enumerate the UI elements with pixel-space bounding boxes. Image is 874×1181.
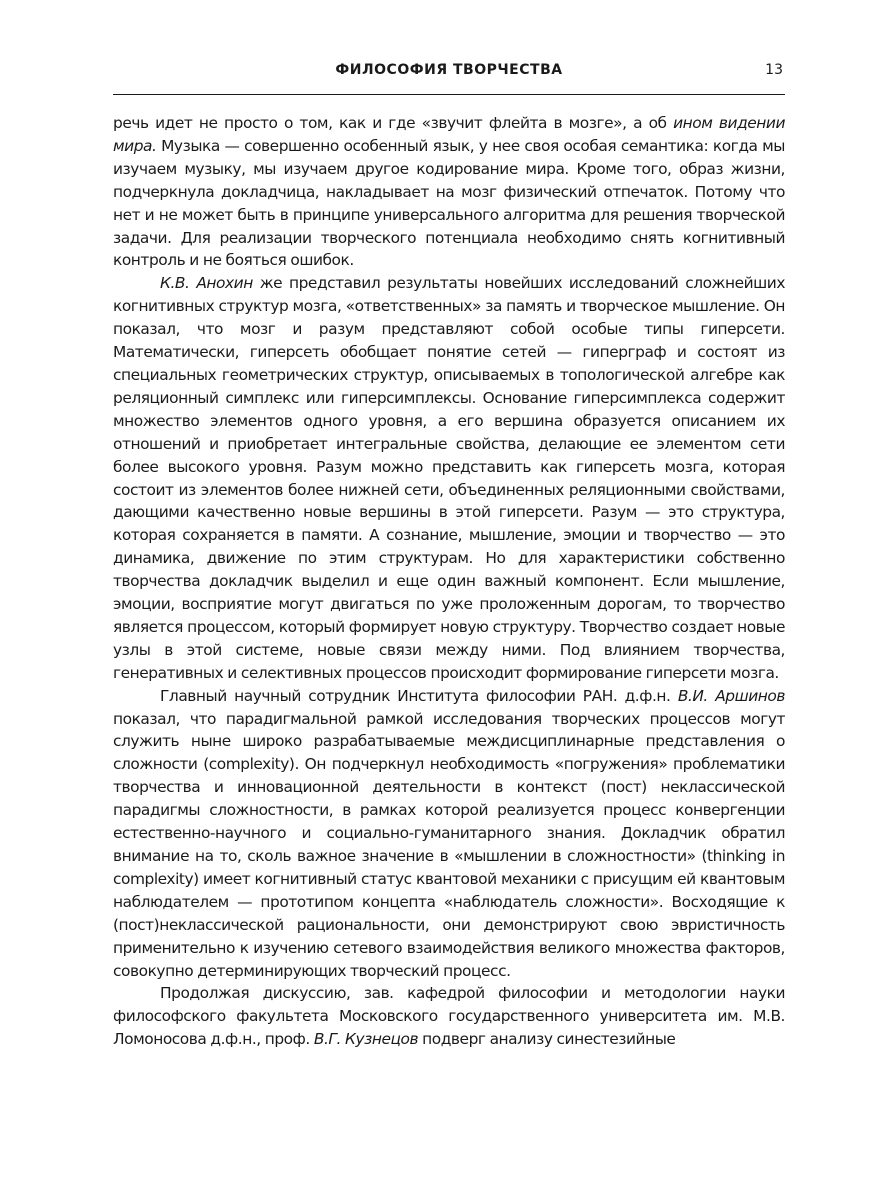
body-text xyxy=(113,112,785,1051)
italic-phrase: ином видении мира. xyxy=(113,114,785,155)
paragraph xyxy=(113,685,785,983)
paragraph xyxy=(113,112,785,272)
text-run: речь идет не просто о том, как и где «звучит флейта в мозге», а об xyxy=(113,114,674,132)
author-name: В.И. Аршинов xyxy=(677,686,785,705)
text-run: Главный научный сотрудник Института философии РАН. д.ф.н. xyxy=(160,686,678,705)
header-rule xyxy=(113,94,785,95)
running-header xyxy=(113,62,785,84)
paragraph xyxy=(113,272,785,684)
text-run: показал, что парадигмальной рамкой исследования творческих процессов могут служить ныне широко разрабатываемые междисциплинарные представления о сложности (complexity). Он подчеркнул необходимость «погружения» проблематики творчества и инновационной деятельности в контекст (пост) неклассической парадигмы сложностности, в рамках которой реализуется процесс конвергенции естественно-научного и социально-гуманитарного знания. Докладчик обратил внимание на то, сколь важное значение в «мышлении в сложностности» (thinking in complexity) имеет когнитивный статус квантовой механики с присущим ей квантовым наблюдателем — прототипом концепта «наблюдатель сложности». Восходящие к (пост)неклассической рациональности, они демонстрируют свою эвристичность применительно к изучению сетевого взаимодействия великого множества факторов, совокупно детерминирующих творческий процесс. xyxy=(113,709,785,980)
paragraph xyxy=(113,982,785,1051)
author-name: К.В. Анохин xyxy=(160,274,253,293)
text-run: подверг анализу синестезийные xyxy=(418,1030,676,1049)
text-run: же представил результаты новейших исследований сложнейших когнитивных структур мозга, «ответственных» за память и творческое мышление. Он показал, что мозг и разум представляют собой особые типы гиперсети. Математически, гиперсеть обобщает понятие сетей — гиперграф и состоят из специальных геометрических структур, описываемых в топологической алгебре как реляционный симплекс или гиперсимплексы. Основание гиперсимплекса содержит множество элементов одного уровня, а его вершина образуется описанием их отношений и приобретает интегральные свойства, делающие ее элементом сети более высокого уровня. Разум можно представить как гиперсеть мозга, которая состоит из элементов более нижней сети, объединенных реляционными свойствами, дающими качественно новые вершины в этой гиперсети. Разум — это структура, которая сохраняется в памяти. А сознание, мышление, эмоции и творчество — это динамика, движение по этим структурам. Но для характеристики собственно творчества докладчик выделил и еще один важный компонент. Если мышление, эмоции, восприятие могут двигаться по уже проложенным дорогам, то творчество является процессом, который формирует новую структуру. Творчество создает новые узлы в этой системе, новые связи между ними. Под влиянием творчества, генеративных и селективных процессов происходит формирование гиперсети мозга. xyxy=(113,274,786,682)
running-title: ФИЛОСОФИЯ ТВОРЧЕСТВА xyxy=(335,62,563,78)
author-name: В.Г. Кузнецов xyxy=(313,1030,419,1049)
page-number: 13 xyxy=(765,62,783,78)
text-run: Продолжая дискуссию, зав. кафедрой философии и методологии науки философского факультета Московского государственного университета им. М.В. Ломоносова д.ф.н., проф. xyxy=(113,984,785,1049)
text-run: Музыка — совершенно особенный язык, у нее своя особая семантика: когда мы изучаем музыку, мы изучаем другое кодирование мира. Кроме того, образ жизни, подчеркнула докладчица, накладывает на мозг физический отпечаток. Потому что нет и не может быть в принципе универсального алгоритма для решения творческой задачи. Для реализации творческого потенциала необходимо снять когнитивный контроль и не бояться ошибок. xyxy=(113,136,785,270)
